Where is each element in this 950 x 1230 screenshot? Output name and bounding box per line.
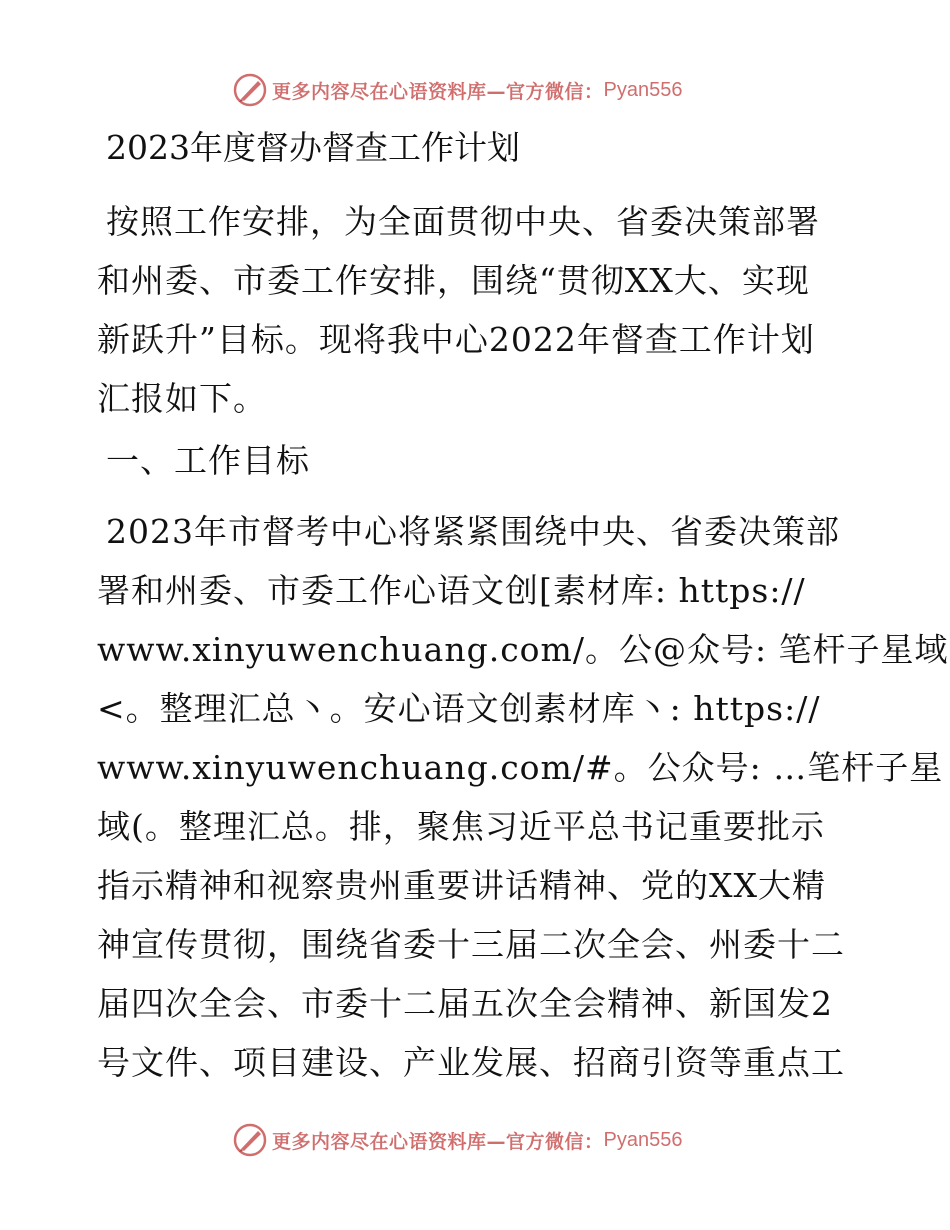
paragraph-line: <。整理汇总丶。安心语文创素材库丶: https:// [97, 689, 821, 728]
paragraph-2 [97, 502, 949, 1092]
paragraph-line: 新跃升”目标。现将我中心2022年督查工作计划 [97, 320, 815, 359]
paragraph-line: 指示精神和视察贵州重要讲话精神、党的XX大精 [97, 866, 826, 905]
paragraph-line: 2023年市督考中心将紧紧围绕中央、省委决策部 [106, 512, 840, 551]
paragraph-line: 神宣传贯彻，围绕省委十三届二次全会、州委十二 [97, 925, 845, 964]
paragraph-line: 号文件、项目建设、产业发展、招商引资等重点工 [97, 1043, 845, 1082]
watermark-banner-bottom [232, 1120, 682, 1160]
quill-logo-icon [232, 72, 268, 108]
quill-logo-icon [232, 1122, 268, 1158]
document-body [97, 118, 949, 1092]
watermark-id: Pyan556 [603, 1128, 683, 1151]
section-heading: 一、工作目标 [106, 441, 310, 480]
paragraph-line: 汇报如下。 [97, 379, 267, 418]
paragraph-line: www.xinyuwenchuang.com/。公@众号: 笔杆子星域 [97, 630, 949, 669]
watermark-banner-top [232, 70, 682, 110]
document-title: 2023年度督办督查工作计划 [106, 128, 520, 167]
paragraph-line: 署和州委、市委工作心语文创[素材库: https:// [97, 571, 806, 610]
watermark-text: 更多内容尽在心语资料库—官方微信： [272, 80, 604, 103]
paragraph-line: 域(。整理汇总。排，聚焦习近平总书记重要批示 [97, 807, 825, 846]
paragraph-line: 按照工作安排，为全面贯彻中央、省委决策部署 [106, 202, 820, 241]
paragraph-line: www.xinyuwenchuang.com/#。公众号: …笔杆子星 [97, 748, 944, 787]
paragraph-line: 和州委、市委工作安排，围绕“贯彻XX大、实现 [97, 261, 810, 300]
watermark-text: 更多内容尽在心语资料库—官方微信： [272, 1130, 604, 1153]
watermark-id: Pyan556 [603, 78, 683, 101]
paragraph-1 [97, 192, 857, 428]
paragraph-line: 届四次全会、市委十二届五次全会精神、新国发2 [97, 984, 833, 1023]
